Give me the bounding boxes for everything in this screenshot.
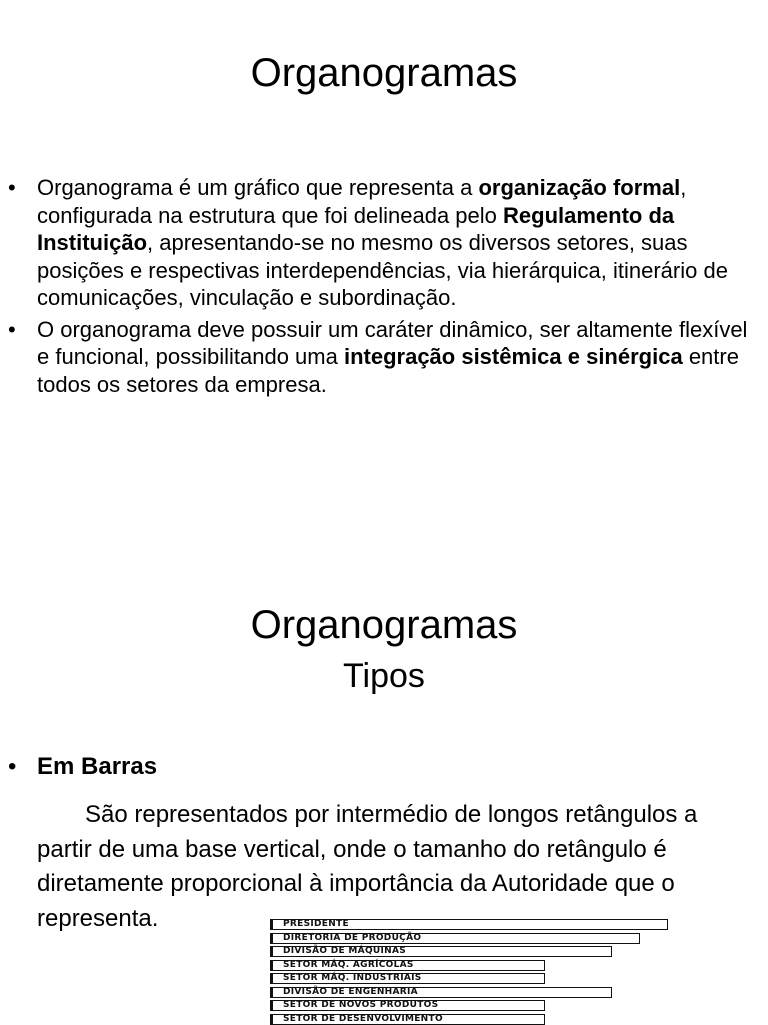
org-bar-label: DIRETORIA DE PRODUÇÃO xyxy=(283,932,422,943)
bullet-dot-icon: • xyxy=(8,175,16,200)
bold-text-run: integração sistêmica e sinérgica xyxy=(343,344,683,369)
bullet-text xyxy=(37,175,728,310)
text-run: entre todos os setores da empresa. xyxy=(37,344,739,397)
text-run: , apresentando-se no mesmo os diversos setores, suas posições e respectivas interdependências, via hierárquica, itinerário de comunicações, vinculação e subordinação. xyxy=(37,230,728,310)
org-bar-label: PRESIDENTE xyxy=(283,919,349,929)
slide-1 xyxy=(0,0,768,512)
org-bar xyxy=(270,1000,545,1011)
text-run: , configurada na estrutura que foi delineada pelo xyxy=(37,175,687,228)
org-bar xyxy=(270,946,612,957)
org-bar-label: SETOR MÁQ. INDUSTRIAIS xyxy=(283,973,422,983)
org-bar-label: DIVISÃO DE MÁQUINAS xyxy=(283,946,407,956)
org-bar-label: DIVISÃO DE ENGENHARIA xyxy=(283,986,418,997)
slide-title: Organogramas xyxy=(250,603,518,647)
bullet-item xyxy=(8,752,748,782)
org-bar xyxy=(270,919,668,930)
slide-title: Organogramas xyxy=(250,51,518,95)
bullet-text xyxy=(37,317,747,397)
bold-text-run: Regulamento da Instituição xyxy=(37,202,675,255)
bullet-item xyxy=(8,174,758,312)
bullet-list xyxy=(8,174,758,402)
org-bar xyxy=(270,933,640,944)
slide-2 xyxy=(0,512,768,1024)
bullet-item xyxy=(8,316,758,399)
slide-subtitle: Tipos xyxy=(343,657,425,695)
org-bar xyxy=(270,973,545,984)
text-run: O organograma deve possuir um caráter dinâmico, ser altamente flexível e funcional, possibilitando uma xyxy=(37,316,748,369)
org-bar xyxy=(270,1014,545,1025)
org-bar-label: SETOR DE DESENVOLVIMENTO xyxy=(283,1013,443,1024)
org-bar xyxy=(270,960,545,971)
bullet-dot-icon: • xyxy=(8,753,17,780)
bullet-heading: Em Barras xyxy=(37,753,158,780)
description-paragraph: São representados por intermédio de longos retângulos a partir de uma base vertical, onde o tamanho do retângulo é diretamente proporcional à importância da Autoridade que o representa. xyxy=(37,801,698,932)
org-bar-label: SETOR DE NOVOS PRODUTOS xyxy=(283,1000,439,1010)
text-run: Organograma é um gráfico que representa a xyxy=(37,175,479,200)
org-bar-label: SETOR MÁQ. AGRÍCOLAS xyxy=(283,959,414,970)
bullet-dot-icon: • xyxy=(8,316,16,342)
bullet-list xyxy=(8,752,748,782)
bold-text-run: organização formal xyxy=(478,175,681,200)
org-bar xyxy=(270,987,612,998)
